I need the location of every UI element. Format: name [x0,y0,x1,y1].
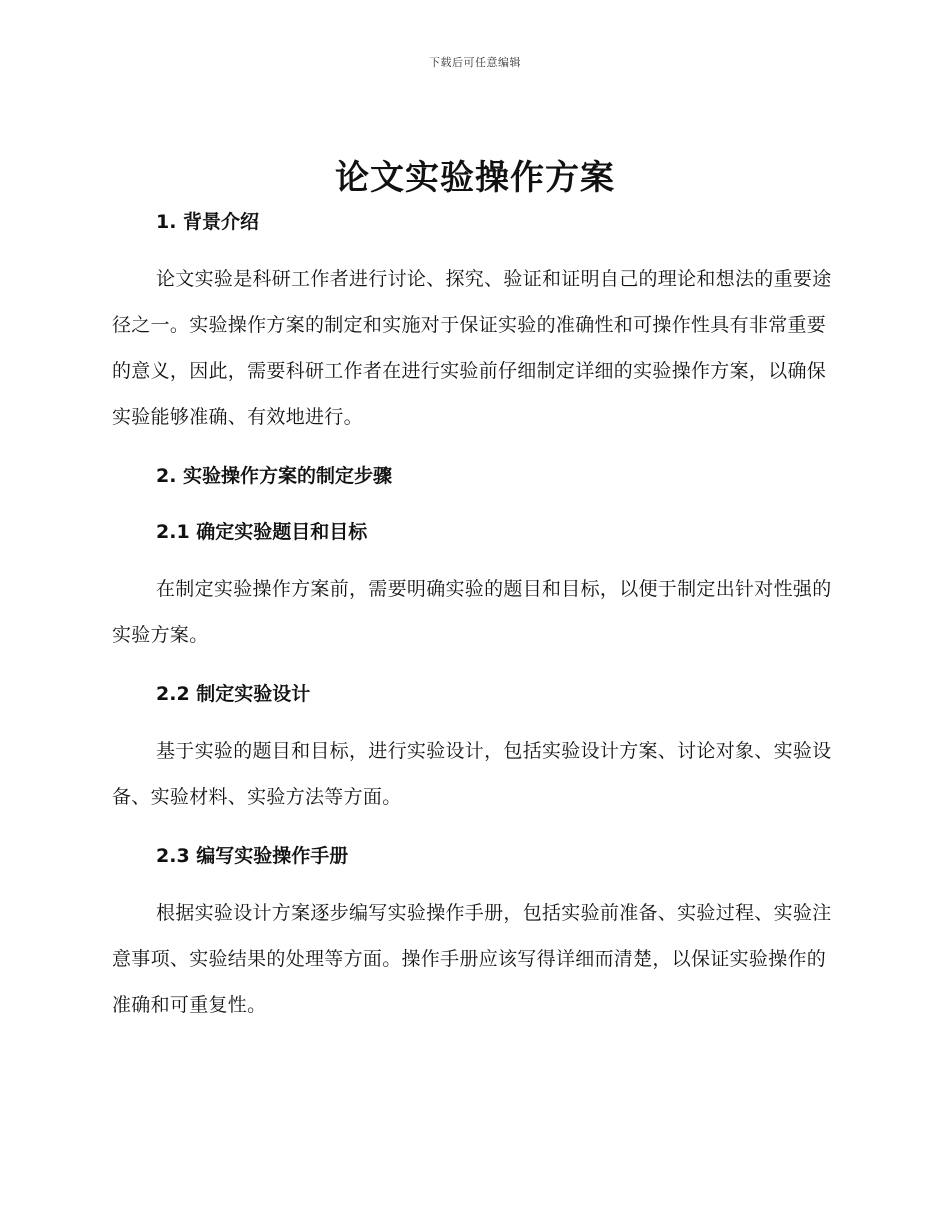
subsection-heading-manual: 2.3 编写实验操作手册 [156,845,349,867]
subsection-paragraph-manual: 根据实验设计方案逐步编写实验操作手册，包括实验前准备、实验过程、实验注意事项、实验结果的处理等方面。操作手册应该写得详细而清楚，以保证实验操作的准确和可重复性。 [112,902,832,1016]
page-header-note: 下载后可任意编辑 [429,56,521,69]
section-heading-background: 1. 背景介绍 [156,211,260,233]
section-heading-steps: 2. 实验操作方案的制定步骤 [156,465,393,487]
subsection-paragraph-design: 基于实验的题目和目标，进行实验设计，包括实验设计方案、讨论对象、实验设备、实验材料、实验方法等方面。 [112,740,832,808]
document-title: 论文实验操作方案 [335,158,615,198]
subsection-heading-topic-goals: 2.1 确定实验题目和目标 [156,521,368,543]
document-body [112,204,832,1028]
subsection-heading-design: 2.2 制定实验设计 [156,683,311,705]
subsection-paragraph-topic-goals: 在制定实验操作方案前，需要明确实验的题目和目标，以便于制定出针对性强的实验方案。 [112,578,832,646]
section-paragraph-background: 论文实验是科研工作者进行讨论、探究、验证和证明自己的理论和想法的重要途径之一。实验操作方案的制定和实施对于保证实验的准确性和可操作性具有非常重要的意义，因此，需要科研工作者在进行实验前仔细制定详细的实验操作方案，以确保实验能够准确、有效地进行。 [112,268,832,428]
